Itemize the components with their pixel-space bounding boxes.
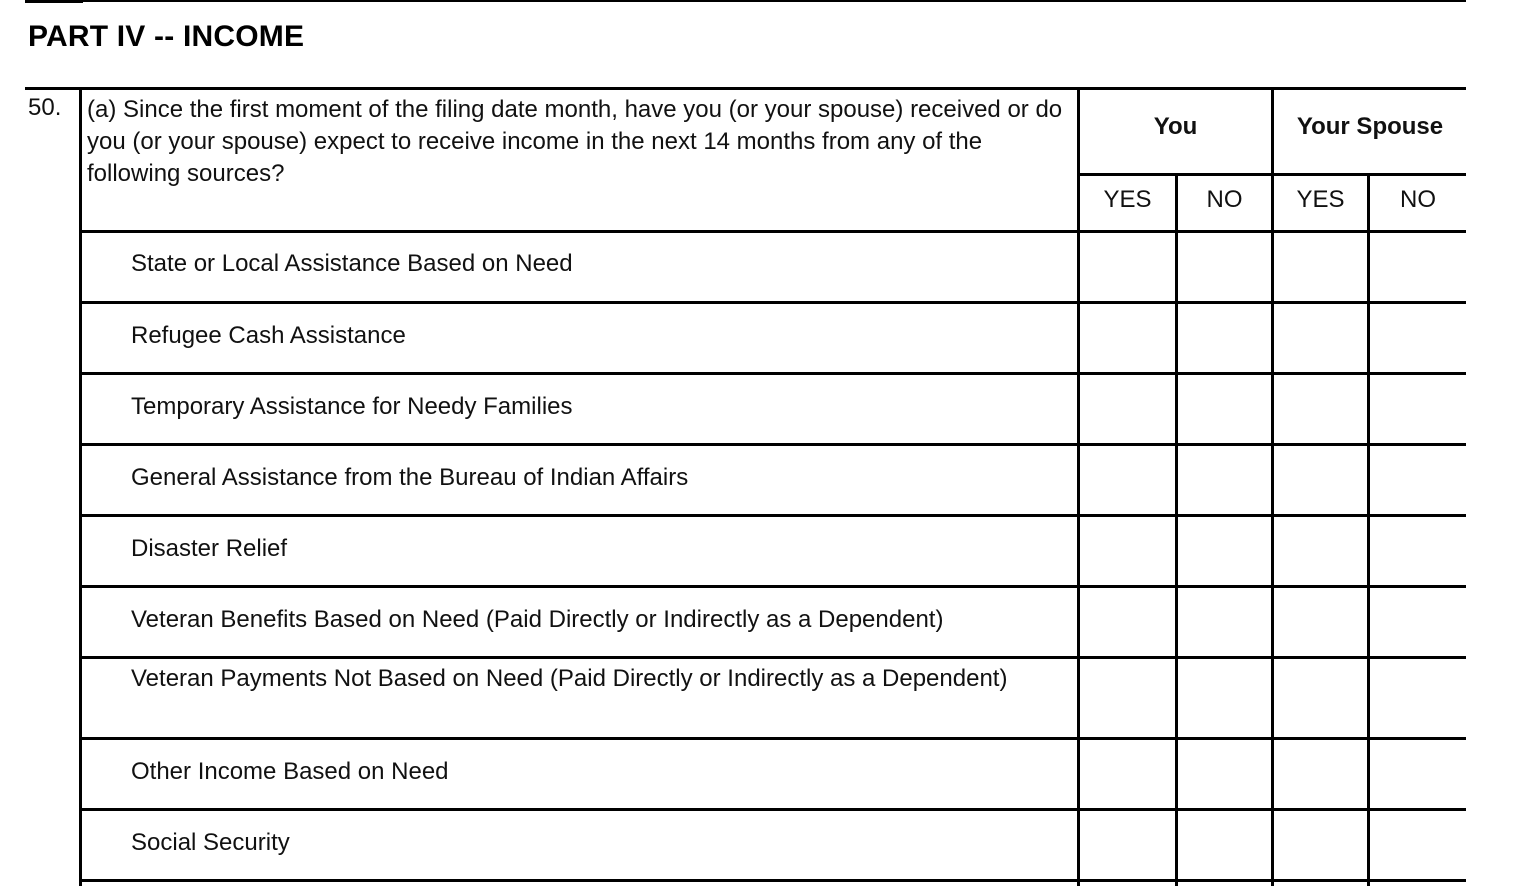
income-source-label: Veteran Benefits Based on Need (Paid Directly or Indirectly as a Dependent) <box>131 605 944 633</box>
top-rule <box>25 0 1466 2</box>
checkbox-spouse-yes[interactable] <box>1274 375 1367 443</box>
income-source-label: Veteran Payments Not Based on Need (Paid Directly or Indirectly as a Dependent) <box>131 665 1008 692</box>
checkbox-you-yes[interactable] <box>1080 446 1175 514</box>
top-rule-accent <box>25 0 83 3</box>
income-source-label: Refugee Cash Assistance <box>131 321 406 349</box>
checkbox-you-yes[interactable] <box>1080 233 1175 301</box>
checkbox-you-yes[interactable] <box>1080 588 1175 656</box>
checkbox-spouse-no[interactable] <box>1370 304 1466 372</box>
checkbox-you-no[interactable] <box>1178 740 1271 808</box>
income-source-label: Other Income Based on Need <box>131 757 449 785</box>
checkbox-you-no[interactable] <box>1178 659 1271 737</box>
checkbox-you-yes[interactable] <box>1080 659 1175 737</box>
income-source-label: General Assistance from the Bureau of Indian Affairs <box>131 463 689 491</box>
checkbox-spouse-no[interactable] <box>1370 588 1466 656</box>
table-top-rule <box>25 87 1466 90</box>
checkbox-you-yes[interactable] <box>1080 811 1175 879</box>
column-header-you: You <box>1153 113 1198 140</box>
checkbox-spouse-no[interactable] <box>1370 233 1466 301</box>
checkbox-spouse-yes[interactable] <box>1274 659 1367 737</box>
checkbox-you-yes[interactable] <box>1080 375 1175 443</box>
subheader-spouse-no: NO <box>1400 186 1436 213</box>
checkbox-spouse-yes[interactable] <box>1274 304 1367 372</box>
checkbox-you-yes[interactable] <box>1080 304 1175 372</box>
checkbox-spouse-yes[interactable] <box>1274 740 1367 808</box>
checkbox-spouse-yes[interactable] <box>1274 446 1367 514</box>
checkbox-spouse-yes[interactable] <box>1274 233 1367 301</box>
checkbox-spouse-no[interactable] <box>1370 740 1466 808</box>
income-source-label: Disaster Relief <box>131 534 288 562</box>
income-source-label: Temporary Assistance for Needy Families <box>131 392 573 420</box>
checkbox-spouse-no[interactable] <box>1370 517 1466 585</box>
checkbox-you-no[interactable] <box>1178 446 1271 514</box>
checkbox-spouse-no[interactable] <box>1370 811 1466 879</box>
checkbox-spouse-no[interactable] <box>1370 446 1466 514</box>
income-source-label: State or Local Assistance Based on Need <box>131 249 573 277</box>
checkbox-you-no[interactable] <box>1178 375 1271 443</box>
row-rule <box>80 879 1466 882</box>
checkbox-you-no[interactable] <box>1178 517 1271 585</box>
question-text: (a) Since the first moment of the filing date month, have you (or your spouse) received or do you (or your spouse) expect to receive income in the next 14 months from any of the following sources? <box>87 96 1063 187</box>
section-title: PART IV -- INCOME <box>28 20 305 53</box>
subheader-you-no: NO <box>1206 186 1243 213</box>
checkbox-you-no[interactable] <box>1178 811 1271 879</box>
subheader-spouse-yes: YES <box>1296 186 1345 213</box>
checkbox-you-no[interactable] <box>1178 233 1271 301</box>
checkbox-you-yes[interactable] <box>1080 740 1175 808</box>
checkbox-spouse-yes[interactable] <box>1274 517 1367 585</box>
checkbox-spouse-yes[interactable] <box>1274 811 1367 879</box>
checkbox-spouse-yes[interactable] <box>1274 588 1367 656</box>
checkbox-spouse-no[interactable] <box>1370 659 1466 737</box>
checkbox-spouse-no[interactable] <box>1370 375 1466 443</box>
subheader-you-yes: YES <box>1103 186 1152 213</box>
question-column-border <box>79 87 82 886</box>
checkbox-you-yes[interactable] <box>1080 517 1175 585</box>
question-number: 50. <box>28 94 62 121</box>
income-source-label: Social Security <box>131 828 290 856</box>
column-header-spouse: Your Spouse <box>1296 113 1444 140</box>
checkbox-you-no[interactable] <box>1178 304 1271 372</box>
checkbox-you-no[interactable] <box>1178 588 1271 656</box>
